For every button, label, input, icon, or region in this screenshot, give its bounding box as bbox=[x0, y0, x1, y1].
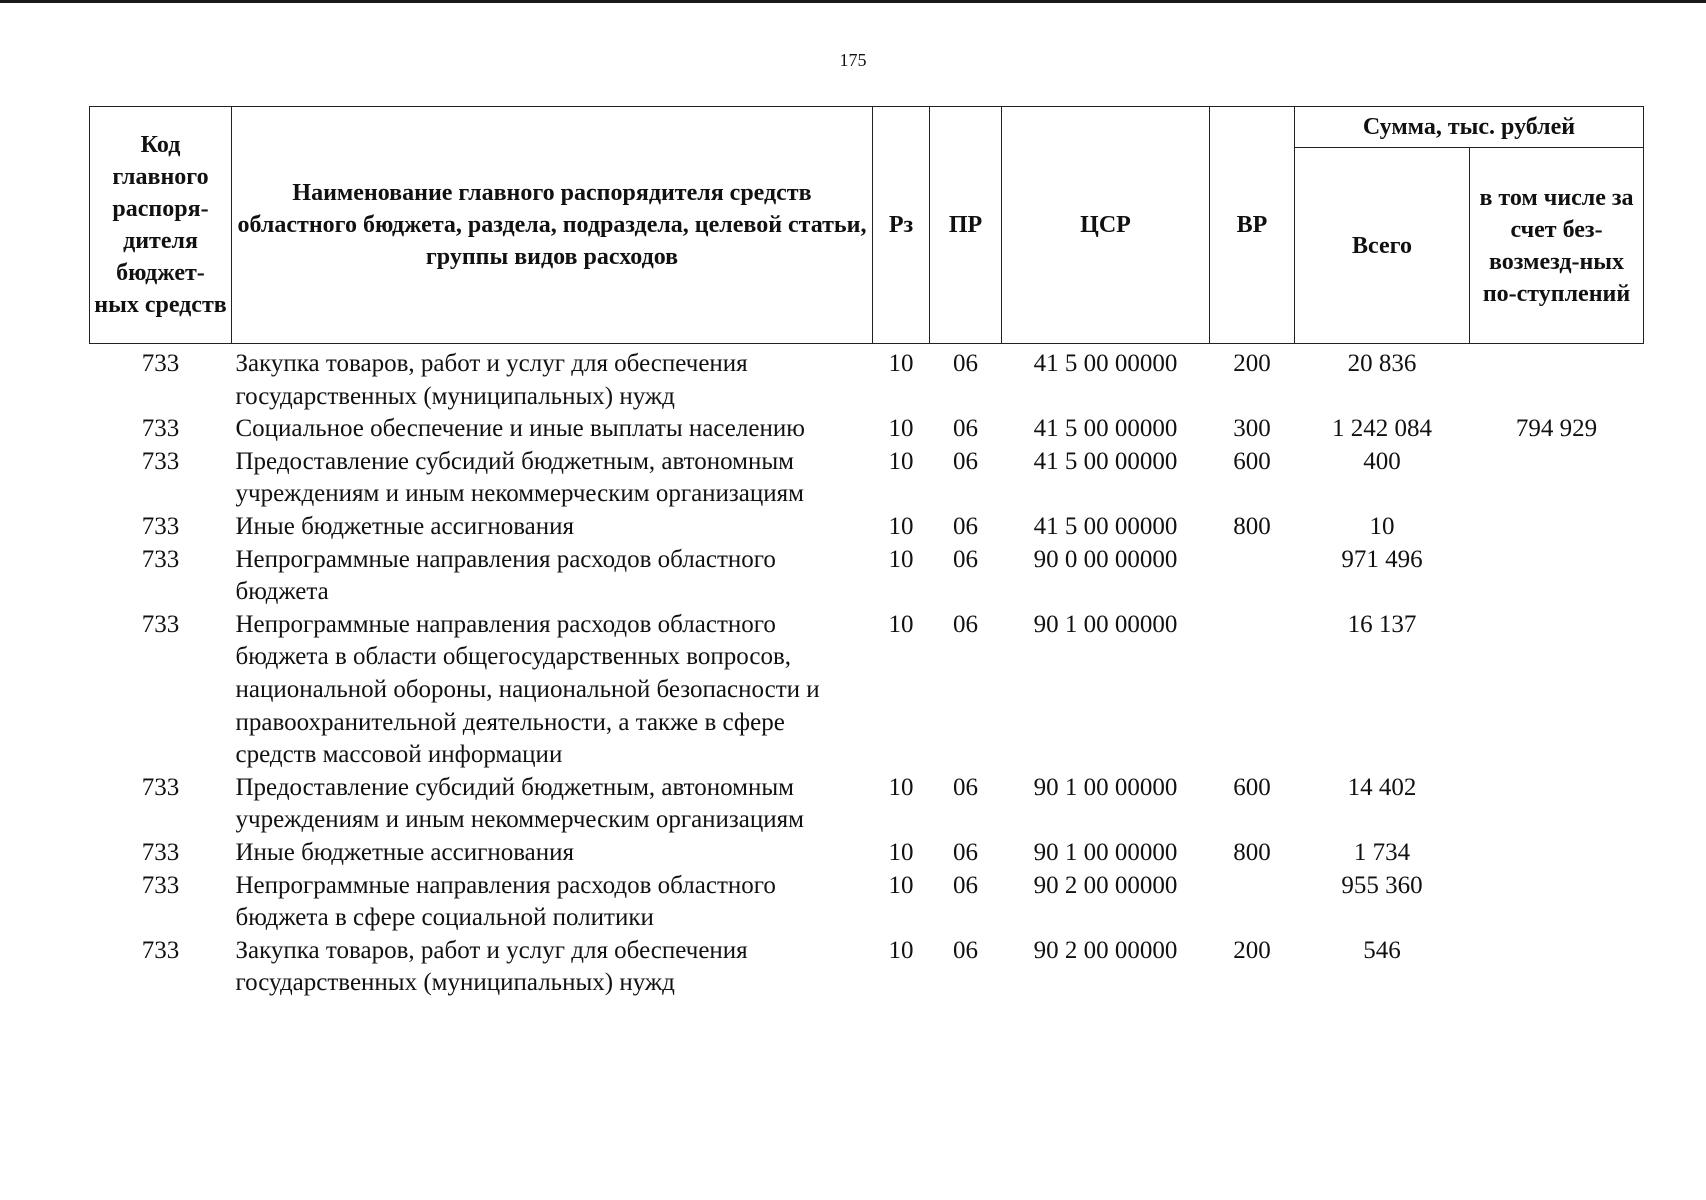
cell-name: Социальное обеспечение и иные выплаты населению bbox=[235, 415, 805, 443]
cell-pr: 06 bbox=[953, 447, 978, 475]
table-row bbox=[90, 446, 1644, 511]
top-border-line bbox=[0, 0, 1706, 3]
cell-gratis bbox=[1470, 935, 1644, 1000]
cell-csr: 90 2 00 00000 bbox=[1033, 936, 1178, 964]
cell-total: 14 402 bbox=[1347, 773, 1417, 801]
cell-name: Непрограммные направления расходов областного бюджета в области общегосударственных вопросов, национальной обороны, национальной безопасности и правоохранительной деятельности, а также в сфере средств массовой информации bbox=[235, 610, 820, 769]
cell-rz: 10 bbox=[888, 350, 914, 377]
cell-rz: 10 bbox=[888, 838, 914, 866]
cell-pr: 06 bbox=[953, 512, 978, 540]
cell-name: Закупка товаров, работ и услуг для обеспечения государственных (муниципальных) нужд bbox=[235, 350, 748, 410]
table-row bbox=[90, 870, 1644, 935]
table-row bbox=[90, 413, 1644, 446]
cell-total: 546 bbox=[1363, 936, 1401, 964]
cell-csr: 41 5 00 00000 bbox=[1033, 350, 1178, 377]
cell-name: Непрограммные направления расходов областного бюджета bbox=[235, 545, 776, 606]
cell-rz: 10 bbox=[888, 871, 914, 899]
cell-total: 1 734 bbox=[1353, 838, 1411, 866]
header-name: Наименование главного распорядителя средств областного бюджета, раздела, подраздела, целевой статьи, группы видов расходов bbox=[232, 107, 873, 344]
cell-pr: 06 bbox=[953, 415, 978, 443]
cell-code: 733 bbox=[141, 512, 180, 540]
cell-csr: 90 1 00 00000 bbox=[1033, 610, 1178, 638]
cell-pr: 06 bbox=[953, 871, 978, 899]
cell-name: Иные бюджетные ассигнования bbox=[235, 512, 575, 540]
cell-gratis bbox=[1470, 772, 1644, 837]
cell-pr: 06 bbox=[953, 936, 978, 964]
cell-code: 733 bbox=[141, 838, 180, 866]
cell-pr: 06 bbox=[953, 610, 978, 638]
cell-gratis bbox=[1470, 544, 1644, 609]
cell-gratis bbox=[1470, 870, 1644, 935]
cell-rz: 10 bbox=[888, 512, 914, 540]
header-pr: ПР bbox=[930, 107, 1002, 344]
cell-gratis bbox=[1470, 837, 1644, 870]
table-body bbox=[90, 344, 1644, 1000]
table-header bbox=[90, 107, 1644, 344]
header-csr: ЦСР bbox=[1002, 107, 1210, 344]
cell-name: Предоставление субсидий бюджетным, автономным учреждениям и иным некоммерческим организациям bbox=[235, 773, 804, 834]
cell-csr: 90 2 00 00000 bbox=[1033, 871, 1178, 899]
cell-total: 10 bbox=[1369, 512, 1395, 540]
cell-total: 16 137 bbox=[1347, 610, 1417, 638]
cell-csr: 41 5 00 00000 bbox=[1033, 512, 1178, 540]
cell-pr: 06 bbox=[953, 545, 978, 573]
cell-gratis bbox=[1470, 511, 1644, 544]
cell-rz: 10 bbox=[888, 415, 914, 443]
header-gratis: в том числе за счет без-возмезд-ных по-ступлений bbox=[1470, 148, 1644, 344]
cell-code: 733 bbox=[141, 936, 180, 964]
cell-code: 733 bbox=[141, 545, 180, 573]
cell-csr: 90 0 00 00000 bbox=[1033, 545, 1178, 573]
cell-name: Непрограммные направления расходов областного бюджета в сфере социальной политики bbox=[235, 871, 776, 932]
cell-code: 733 bbox=[141, 871, 180, 899]
cell-total: 20 836 bbox=[1347, 350, 1417, 377]
header-vr: ВР bbox=[1210, 107, 1295, 344]
cell-code: 733 bbox=[141, 447, 180, 475]
cell-total: 955 360 bbox=[1341, 871, 1423, 899]
cell-vr: 200 bbox=[1233, 936, 1271, 964]
cell-vr bbox=[1210, 870, 1295, 935]
cell-rz: 10 bbox=[888, 936, 914, 964]
cell-name: Предоставление субсидий бюджетным, автономным учреждениям и иным некоммерческим организациям bbox=[235, 447, 804, 508]
cell-total: 400 bbox=[1363, 447, 1401, 475]
cell-rz: 10 bbox=[888, 610, 914, 638]
cell-name: Иные бюджетные ассигнования bbox=[235, 838, 575, 866]
cell-vr: 200 bbox=[1233, 350, 1271, 377]
cell-gratis bbox=[1470, 446, 1644, 511]
cell-gratis bbox=[1470, 344, 1644, 414]
cell-vr: 600 bbox=[1233, 447, 1271, 475]
cell-vr: 300 bbox=[1233, 415, 1271, 443]
cell-csr: 41 5 00 00000 bbox=[1033, 447, 1178, 475]
cell-gratis: 794 929 bbox=[1515, 415, 1598, 443]
cell-code: 733 bbox=[141, 773, 180, 801]
cell-rz: 10 bbox=[888, 545, 914, 573]
cell-rz: 10 bbox=[888, 773, 914, 801]
cell-code: 733 bbox=[141, 415, 180, 443]
cell-code: 733 bbox=[141, 350, 180, 377]
cell-pr: 06 bbox=[953, 773, 978, 801]
cell-vr: 600 bbox=[1233, 773, 1271, 801]
cell-name: Закупка товаров, работ и услуг для обеспечения государственных (муниципальных) нужд bbox=[235, 936, 748, 997]
header-sum-group: Сумма, тыс. рублей bbox=[1295, 107, 1644, 148]
table-row bbox=[90, 935, 1644, 1000]
header-total: Всего bbox=[1295, 148, 1470, 344]
cell-csr: 90 1 00 00000 bbox=[1033, 773, 1178, 801]
table-row bbox=[90, 544, 1644, 609]
cell-code: 733 bbox=[141, 610, 180, 638]
cell-vr bbox=[1210, 544, 1295, 609]
cell-csr: 41 5 00 00000 bbox=[1033, 415, 1178, 443]
cell-rz: 10 bbox=[888, 447, 914, 475]
cell-total: 1 242 084 bbox=[1332, 415, 1432, 443]
budget-table bbox=[89, 106, 1644, 1000]
cell-total: 971 496 bbox=[1341, 545, 1423, 573]
cell-gratis bbox=[1470, 609, 1644, 772]
table-row bbox=[90, 837, 1644, 870]
page-number: 175 bbox=[839, 50, 867, 70]
table-row bbox=[90, 511, 1644, 544]
cell-pr: 06 bbox=[953, 838, 978, 866]
cell-vr: 800 bbox=[1233, 512, 1271, 540]
cell-csr: 90 1 00 00000 bbox=[1033, 838, 1178, 866]
cell-vr: 800 bbox=[1233, 838, 1271, 866]
cell-pr: 06 bbox=[953, 350, 978, 377]
cell-vr bbox=[1210, 609, 1295, 772]
header-code: Код главного распоря-дителя бюджет-ных средств bbox=[90, 107, 232, 344]
table-row bbox=[90, 772, 1644, 837]
table-row bbox=[90, 609, 1644, 772]
header-rz: Рз bbox=[873, 107, 930, 344]
table-row bbox=[90, 344, 1644, 414]
